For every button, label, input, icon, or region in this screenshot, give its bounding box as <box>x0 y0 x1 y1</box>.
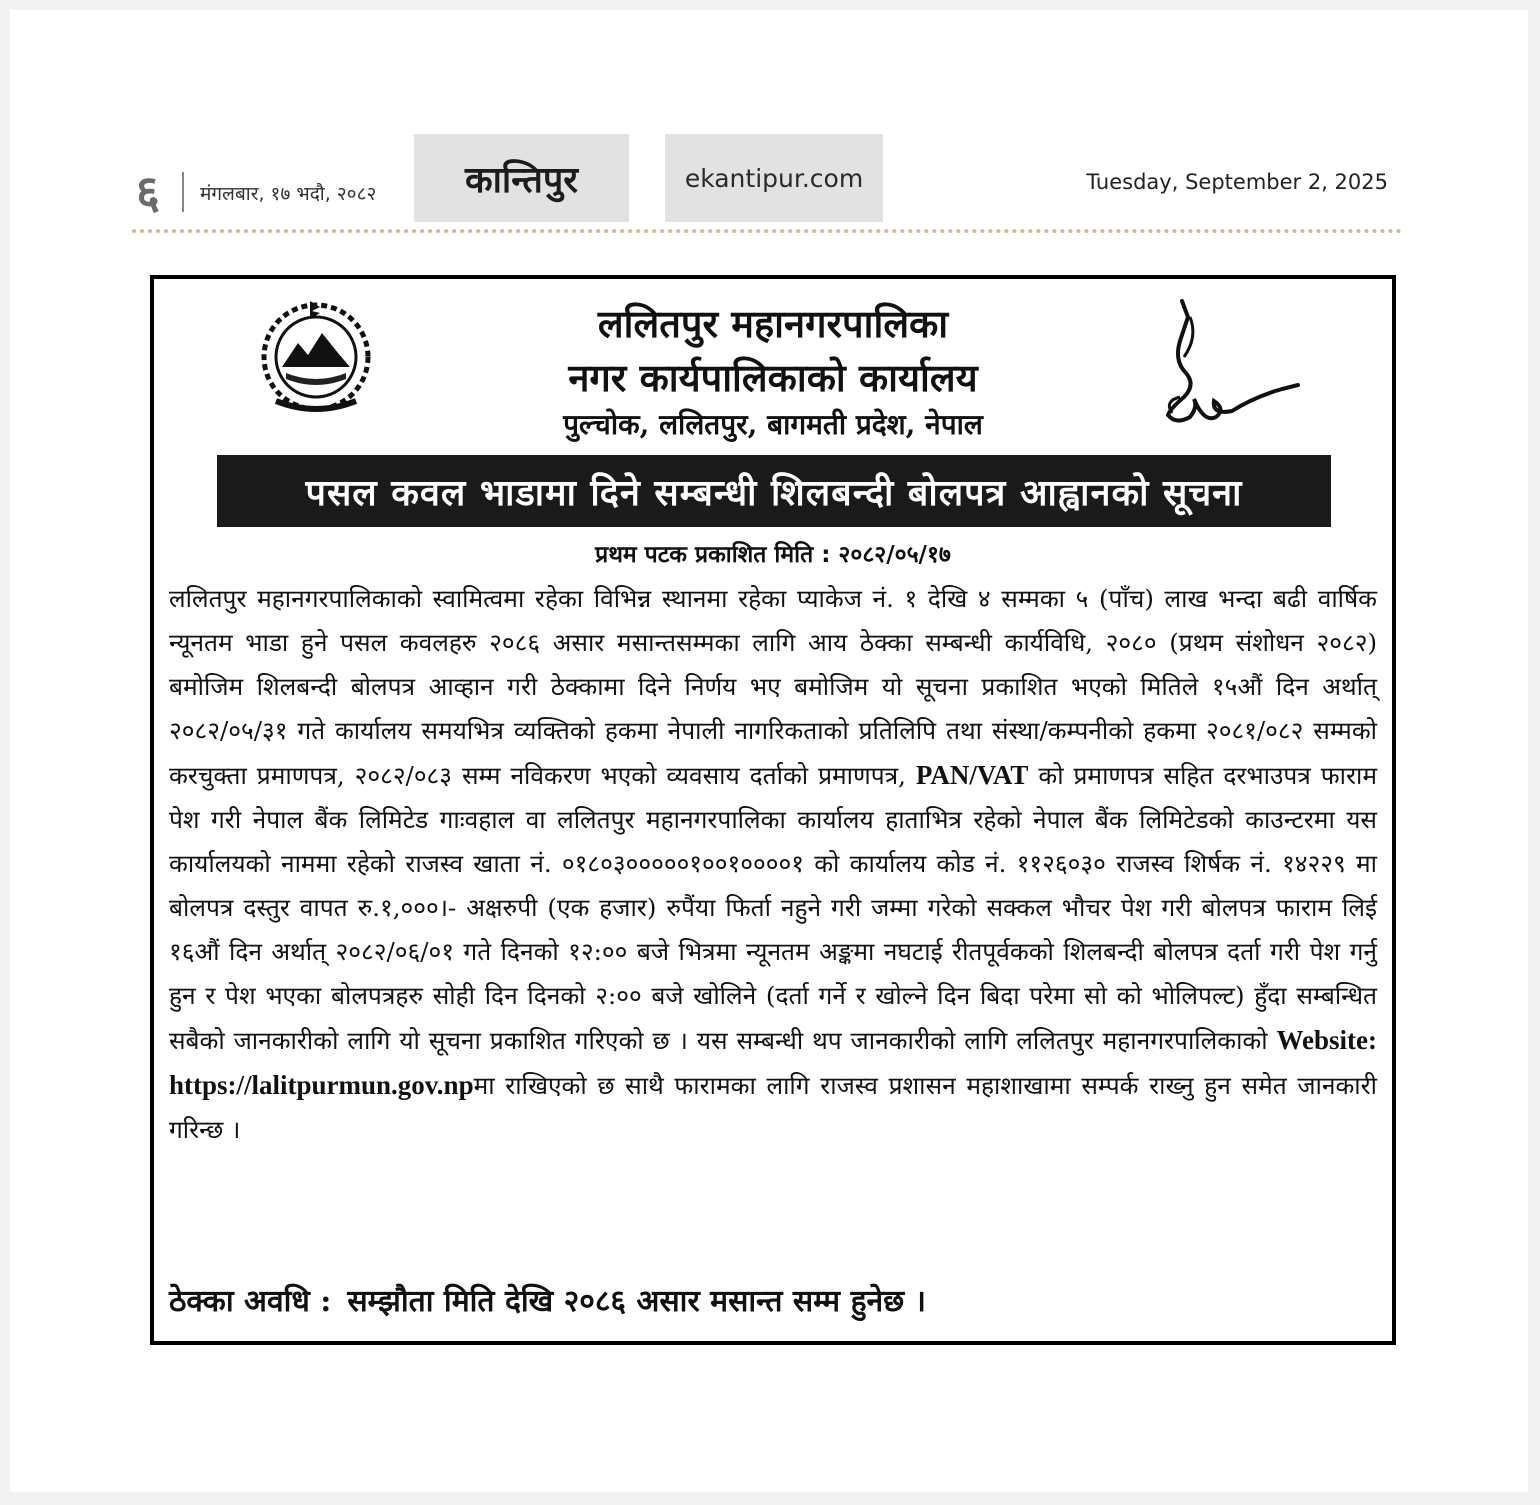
body-part-3: मा राखिएको छ साथै फारामका लागि राजस्व प्रशासन महाशाखामा सम्पर्क राख्नु हुन समेत जानकारी गरिन्छ । <box>169 1071 1377 1144</box>
office-address: पुल्चोक, ललितपुर, बागमती प्रदेश, नेपाल <box>563 408 983 441</box>
body-pan-vat: PAN/VAT <box>915 760 1029 790</box>
header-rule <box>132 229 1402 233</box>
notice-body <box>169 577 1377 1152</box>
office-name: नगर कार्यपालिकाको कार्यालय <box>568 355 978 400</box>
header-divider <box>182 172 184 212</box>
notice-title: पसल कवल भाडामा दिने सम्बन्धी शिलबन्दी बोलपत्र आह्वानको सूचना <box>217 455 1331 527</box>
newspaper-page <box>10 10 1528 1492</box>
body-website-link[interactable]: Website: https://lalitpurmun.gov.np <box>169 1025 1377 1100</box>
notice-frame <box>150 275 1396 1345</box>
duration-label: ठेक्का अवधि : <box>169 1284 332 1319</box>
newspaper-logo <box>414 134 629 222</box>
website-box <box>665 134 883 222</box>
nepali-date: मंगलबार, १७ भदौ, २०८२ <box>200 183 377 205</box>
page-number: ६ <box>136 165 160 219</box>
body-part-2: को प्रमाणपत्र सहित दरभाउपत्र फाराम पेश गरी नेपाल बैंक लिमिटेड गाःवहाल वा ललितपुर महानगरपालिका कार्यालय हाताभित्र रहेको नेपाल बैंक लिमिटेडको काउन्टरमा यस कार्यालयको नाममा रहेको राजस्व खाता नं. ०१८०३०००००१००१००००१ को कार्यालय कोड नं. ११२६०३० राजस्व शिर्षक नं. १४२२९ मा बोलपत्र दस्तुर वापत रु.१,०००।- अक्षरुपी (एक हजार) रुपैंया फिर्ता नहुने गरी जम्मा गरेको सक्कल भौचर पेश गरी बोलपत्र फाराम लिई १६औं दिन अर्थात् २०८२/०६/०१ गते दिनको १२:०० बजे भित्रमा न्यूनतम अङ्कमा नघटाई रीतपूर्वकको शिलबन्दी बोलपत्र दर्ता गरी पेश गर्नु हुन र पेश भएका बोलपत्रहरु सोही दिन दिनको २:०० बजे खोलिने (दर्ता गर्ने र खोल्ने दिन बिदा परेमा सो को भोलिपल्ट) हुँदा सम्बन्धित सबैको जानकारीको लागि यो सूचना प्रकाशित गरिएको छ । यस सम्बन्धी थप जानकारीको लागि ललितपुर महानगरपालिकाको <box>169 761 1378 1055</box>
body-part-1: ललितपुर महानगरपालिकाको स्वामित्वमा रहेका विभिन्न स्थानमा रहेका प्याकेज नं. १ देखि ४ सम्मका ५ (पाँच) लाख भन्दा बढी वार्षिक न्यूनतम भाडा हुने पसल कवलहरु २०८६ असार मसान्तसम्मका लागि आय ठेक्का सम्बन्धी कार्यविधि, २०८० (प्रथम संशोधन २०८२) बमोजिम शिलबन्दी बोलपत्र आव्हान गरी ठेक्कामा दिने निर्णय भए बमोजिम यो सूचना प्रकाशित भएको मितिले १५औं दिन अर्थात् २०८२/०५/३१ गते कार्यालय समयभित्र व्यक्तिको हकमा नेपाली नागरिकताको प्रतिलिपि तथा संस्था/कम्पनीको हकमा २०८१/०८२ सम्मको करचुक्ता प्रमाणपत्र, २०८२/०८३ सम्म नविकरण भएको व्यवसाय दर्ताको प्रमाणपत्र, <box>169 584 1377 790</box>
website-text: ekantipur.com <box>684 163 864 193</box>
publish-date: प्रथम पटक प्रकाशित मिति : २०८२/०५/१७ <box>595 542 951 568</box>
contract-duration <box>169 1279 1377 1320</box>
english-date: Tuesday, September 2, 2025 <box>1086 170 1388 194</box>
org-name: ललितपुर महानगरपालिका <box>597 301 949 346</box>
newspaper-logo-text: कान्तिपुर <box>464 158 579 201</box>
duration-value: सम्झौता मिति देखि २०८६ असार मसान्त सम्म हुनेछ । <box>347 1284 926 1319</box>
